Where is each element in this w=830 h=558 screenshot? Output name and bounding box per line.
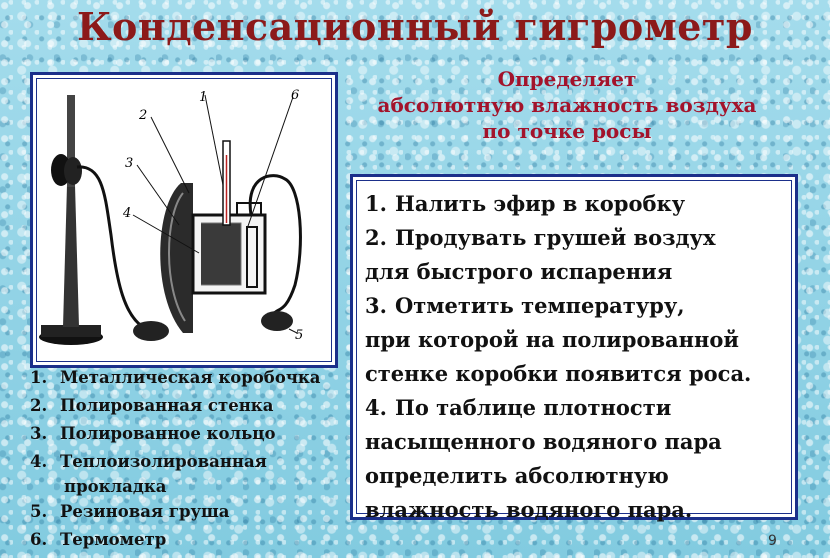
legend-label: Полированная стенка — [60, 396, 274, 415]
legend-number: 4. — [30, 452, 48, 471]
step-text: По таблице плотности — [395, 395, 672, 420]
hygrometer-drawing — [33, 75, 335, 365]
legend-item — [30, 498, 350, 526]
slide-title: Конденсационный гигрометр — [76, 4, 753, 49]
callout-label: 3 — [125, 156, 134, 171]
step-text-continued: влажность водяного пара. — [365, 497, 693, 522]
step-text-continued: насыщенного водяного пара — [365, 429, 722, 454]
step-item — [365, 289, 787, 323]
step-text-continued: для быстрого испарения — [365, 259, 673, 284]
legend-label: Термометр — [60, 530, 167, 549]
legend-label-continued: прокладка — [64, 477, 167, 496]
step-number: 4. — [365, 395, 387, 420]
step-item — [365, 391, 787, 425]
hygrometer-illustration — [30, 72, 338, 368]
callout-label: 5 — [295, 328, 304, 343]
step-number: 1. — [365, 191, 387, 216]
callout-label: 2 — [139, 108, 148, 123]
step-text-continued: стенке коробки появится роса. — [365, 361, 752, 386]
legend-item — [30, 420, 350, 448]
legend-number: 3. — [30, 424, 48, 443]
step-text-continued: определить абсолютную — [365, 463, 669, 488]
legend-item — [30, 364, 350, 392]
legend-number: 1. — [30, 368, 48, 387]
legend-item — [30, 448, 350, 476]
legend-number: 5. — [30, 502, 48, 521]
subtitle-line: по точке росы — [482, 119, 652, 143]
procedure-steps-box — [350, 174, 798, 520]
subtitle-line: Определяет — [497, 67, 637, 91]
callout-label: 6 — [291, 88, 300, 103]
legend-label: Резиновая груша — [60, 502, 230, 521]
step-number: 2. — [365, 225, 387, 250]
legend-number: 6. — [30, 530, 48, 549]
callout-label: 4 — [123, 206, 132, 221]
subtitle-line: абсолютную влажность воздуха — [377, 93, 757, 117]
step-item — [365, 221, 787, 255]
step-item — [365, 187, 787, 221]
legend-item — [30, 392, 350, 420]
legend-label: Теплоизолированная — [60, 452, 267, 471]
parts-legend — [30, 364, 350, 554]
step-text: Налить эфир в коробку — [395, 191, 686, 216]
legend-label: Металлическая коробочка — [60, 368, 321, 387]
legend-label: Полированное кольцо — [60, 424, 276, 443]
step-text: Отметить температуру, — [395, 293, 685, 318]
slide-subtitle — [352, 66, 782, 144]
step-text-continued: при которой на полированной — [365, 327, 739, 352]
step-text: Продувать грушей воздух — [395, 225, 716, 250]
callout-label: 1 — [199, 90, 208, 105]
legend-number: 2. — [30, 396, 48, 415]
legend-item — [30, 526, 350, 554]
page-number: 9 — [768, 533, 777, 549]
step-number: 3. — [365, 293, 387, 318]
